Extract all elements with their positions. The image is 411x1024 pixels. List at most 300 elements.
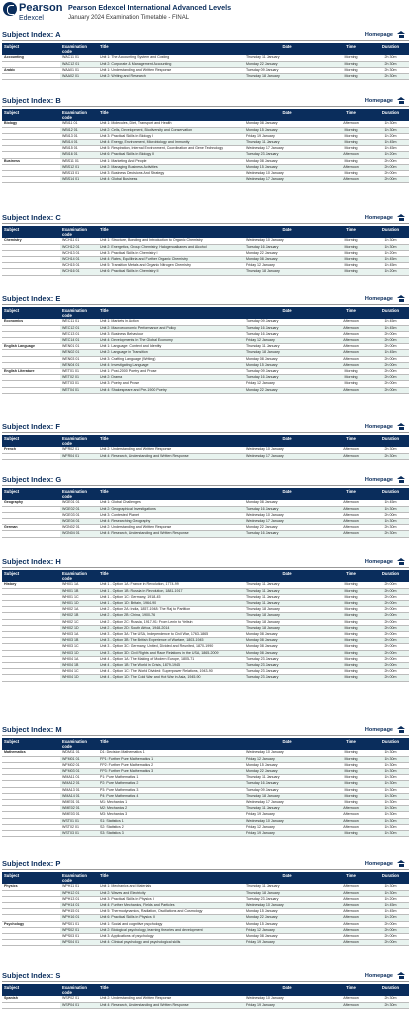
cell-code: WMA11 01 [60, 775, 98, 781]
column-header-duration: Duration [372, 435, 409, 447]
column-header-code: Examination code [60, 226, 98, 238]
cell-title: Unit 3: Practical Skills in Biology I [98, 133, 244, 139]
cell-code: WHI01 1A [60, 582, 98, 588]
home-icon[interactable] [397, 476, 405, 483]
cell-title: Unit 2 - Option 2A: India, 1857-1948: The Raj to Partition [98, 607, 244, 613]
column-header-title: Title [98, 984, 244, 996]
cell-title: Unit 4 - Option 1B: The World in Crisis, 1879-1945 [98, 662, 244, 668]
cell-time: Morning [330, 601, 372, 607]
column-header-duration: Duration [372, 738, 409, 750]
cell-title: Unit 1 - Option 1C: Germany, 1918-45 [98, 594, 244, 600]
cell-date: Wednesday 10 January [244, 818, 330, 824]
column-header-time: Time [330, 738, 372, 750]
homepage-label: Homepage [364, 97, 393, 104]
cell-duration: 1h 45m [372, 500, 409, 506]
cell-time: Afternoon [330, 512, 372, 518]
cell-duration: 2h 00m [372, 940, 409, 946]
cell-title: Unit 4: Further Mechanics, Fields and Particles [98, 903, 244, 909]
cell-duration: 1h 30m [372, 806, 409, 812]
cell-subject [2, 531, 60, 537]
cell-date: Friday 12 January [244, 756, 330, 762]
cell-date: Friday 19 January [244, 940, 330, 946]
cell-code: WBI14 01 [60, 140, 98, 146]
timetable [2, 226, 409, 276]
cell-time: Morning [330, 613, 372, 619]
pearson-logo-icon [3, 2, 17, 16]
cell-duration: 1h 20m [372, 915, 409, 921]
column-header-time: Time [330, 435, 372, 447]
cell-date: Tuesday 23 January [244, 669, 330, 675]
cell-code: WHI04 1B [60, 662, 98, 668]
cell-date: Monday 08 January [244, 638, 330, 644]
cell-time: Afternoon [330, 806, 372, 812]
cell-duration: 2h 00m [372, 656, 409, 662]
cell-time: Afternoon [330, 940, 372, 946]
cell-title: S1: Statistics 1 [98, 818, 244, 824]
cell-time: Afternoon [330, 818, 372, 824]
homepage-label: Homepage [364, 476, 393, 483]
cell-date: Tuesday 16 January [244, 781, 330, 787]
subject-section [2, 970, 409, 1009]
cell-title: S3: Statistics 3 [98, 830, 244, 836]
cell-code: WHI04 1D [60, 675, 98, 681]
cell-duration: 1h 45m [372, 319, 409, 325]
homepage-label: Homepage [364, 295, 393, 302]
cell-time: Morning [330, 756, 372, 762]
table-row [2, 830, 409, 836]
cell-date: Monday 15 January [244, 127, 330, 133]
cell-code: WEN04 01 [60, 362, 98, 368]
section-header [2, 858, 409, 870]
home-icon[interactable] [397, 97, 405, 104]
cell-duration: 1h 45m [372, 325, 409, 331]
cell-subject: French [2, 447, 60, 453]
table-header-row [2, 43, 409, 55]
column-header-code: Examination code [60, 738, 98, 750]
column-header-subject: Subject [2, 109, 60, 121]
cell-date: Tuesday 16 January [244, 325, 330, 331]
cell-title: Unit 3: Poetry and Prose [98, 381, 244, 387]
cell-code: WST02 01 [60, 824, 98, 830]
cell-duration: 2h 00m [372, 613, 409, 619]
cell-duration: 2h 00m [372, 607, 409, 613]
cell-title: FP2: Further Pure Mathematics 2 [98, 762, 244, 768]
homepage-link[interactable] [365, 423, 405, 430]
cell-date: Monday 22 January [244, 915, 330, 921]
page-header [0, 0, 411, 28]
section-title: Subject Index: F [2, 422, 60, 431]
cell-duration: 2h 00m [372, 594, 409, 600]
cell-date: Thursday 11 January [244, 594, 330, 600]
cell-duration: 1h 30m [372, 244, 409, 250]
cell-date: Wednesday 10 January [244, 512, 330, 518]
cell-date: Thursday 18 January [244, 890, 330, 896]
cell-time: Morning [330, 171, 372, 177]
cell-subject: English Language [2, 344, 60, 350]
cell-title: M1: Mechanics 1 [98, 800, 244, 806]
cell-title: P4: Pure Mathematics 4 [98, 793, 244, 799]
table-row [2, 531, 409, 537]
cell-duration: 2h 00m [372, 582, 409, 588]
cell-date: Friday 12 January [244, 338, 330, 344]
cell-duration: 2h 30m [372, 74, 409, 80]
column-header-date: Date [244, 109, 330, 121]
cell-duration: 2h 30m [372, 453, 409, 459]
homepage-link[interactable] [365, 860, 405, 867]
column-header-time: Time [330, 488, 372, 500]
timetable [2, 738, 409, 837]
cell-title: Unit 4: Shakespeare and Pre-1900 Poetry [98, 387, 244, 393]
cell-time: Afternoon [330, 500, 372, 506]
homepage-link[interactable] [365, 476, 405, 483]
cell-date: Monday 22 January [244, 61, 330, 67]
cell-subject: Chemistry [2, 238, 60, 244]
column-header-title: Title [98, 307, 244, 319]
subject-section [2, 421, 409, 460]
column-header-code: Examination code [60, 488, 98, 500]
cell-subject: Spanish [2, 996, 60, 1002]
cell-title: Unit 3: Practical Skills in Physics I [98, 896, 244, 902]
column-header-duration: Duration [372, 984, 409, 996]
cell-time: Morning [330, 644, 372, 650]
cell-subject [2, 1002, 60, 1008]
cell-title: Unit 4: Investigating Language [98, 362, 244, 368]
cell-time: Morning [330, 769, 372, 775]
cell-date: Friday 19 January [244, 830, 330, 836]
home-icon[interactable] [397, 860, 405, 867]
cell-title: Unit 1: Markets in Action [98, 319, 244, 325]
cell-date: Monday 08 January [244, 121, 330, 127]
homepage-link[interactable] [365, 31, 405, 38]
homepage-link[interactable] [365, 726, 405, 733]
column-header-date: Date [244, 984, 330, 996]
page-subtitle: January 2024 Examination Timetable - FINAL [68, 15, 190, 21]
cell-time: Morning [330, 381, 372, 387]
table-row [2, 1002, 409, 1008]
cell-code: WCH12 01 [60, 244, 98, 250]
cell-time: Morning [330, 238, 372, 244]
cell-duration: 2h 30m [372, 447, 409, 453]
cell-title: Unit 3: Crafting Language (Writing) [98, 356, 244, 362]
cell-title: Unit 6: Practical Skills in Physics II [98, 915, 244, 921]
cell-duration: 1h 30m [372, 506, 409, 512]
cell-date: Tuesday 23 January [244, 656, 330, 662]
column-header-title: Title [98, 226, 244, 238]
cell-duration: 1h 30m [372, 769, 409, 775]
cell-code: WPH11 01 [60, 884, 98, 890]
cell-time: Afternoon [330, 531, 372, 537]
cell-date: Thursday 18 January [244, 793, 330, 799]
cell-time: Morning [330, 787, 372, 793]
cell-title: Unit 4: Developments In The Global Economy [98, 338, 244, 344]
section-title: Subject Index: P [2, 859, 61, 868]
cell-code: WPS03 01 [60, 934, 98, 940]
cell-time: Morning [330, 369, 372, 375]
cell-date: Monday 08 January [244, 500, 330, 506]
cell-time: Afternoon [330, 525, 372, 531]
cell-date: Friday 12 January [244, 824, 330, 830]
cell-title: Unit 5: Transition Metals and Organic Nitrogen Chemistry [98, 263, 244, 269]
cell-time: Morning [330, 625, 372, 631]
cell-duration: 1h 30m [372, 884, 409, 890]
cell-date: Tuesday 16 January [244, 506, 330, 512]
cell-time: Afternoon [330, 356, 372, 362]
column-header-code: Examination code [60, 984, 98, 996]
cell-code: WDM11 01 [60, 750, 98, 756]
cell-title: Unit 4: Clinical psychology and psychological skills [98, 940, 244, 946]
table-header-row [2, 872, 409, 884]
cell-date: Wednesday 10 January [244, 171, 330, 177]
cell-title: Unit 1: Mechanics and Materials [98, 884, 244, 890]
cell-code: WBS12 01 [60, 164, 98, 170]
home-icon[interactable] [397, 972, 405, 979]
table-header-row [2, 738, 409, 750]
cell-time: Morning [330, 800, 372, 806]
cell-time: Morning [330, 263, 372, 269]
column-header-subject: Subject [2, 488, 60, 500]
cell-duration: 1h 20m [372, 133, 409, 139]
cell-duration: 1h 30m [372, 812, 409, 818]
cell-date: Wednesday 10 January [244, 903, 330, 909]
cell-date: Monday 08 January [244, 650, 330, 656]
cell-duration: 2h 00m [372, 387, 409, 393]
subject-section [2, 724, 409, 837]
column-header-code: Examination code [60, 570, 98, 582]
cell-title: Unit 4: Researching Geography [98, 519, 244, 525]
section-header [2, 970, 409, 982]
cell-code: WME02 01 [60, 806, 98, 812]
cell-subject: History [2, 582, 60, 588]
cell-title: Unit 3: Practical Skills in Chemistry I [98, 250, 244, 256]
column-header-date: Date [244, 738, 330, 750]
cell-title: Unit 2: Geographical Investigations [98, 506, 244, 512]
cell-duration: 2h 00m [372, 921, 409, 927]
cell-date: Tuesday 09 January [244, 319, 330, 325]
cell-time: Afternoon [330, 164, 372, 170]
cell-date: Thursday 18 January [244, 269, 330, 275]
cell-title: Unit 3 - Option 3C: Germany, United, Divided and Reunited, 1870-1990 [98, 644, 244, 650]
cell-subject [2, 830, 60, 836]
homepage-link[interactable] [365, 558, 405, 565]
cell-date: Monday 08 January [244, 934, 330, 940]
cell-subject [2, 177, 60, 183]
cell-duration: 1h 30m [372, 238, 409, 244]
cell-date: Wednesday 17 January [244, 177, 330, 183]
cell-title: Unit 2 - Option 2D: South Africa, 1948-2014 [98, 625, 244, 631]
table-header-row [2, 109, 409, 121]
cell-time: Morning [330, 140, 372, 146]
home-icon[interactable] [397, 295, 405, 302]
cell-title: Unit 4: Global Business [98, 177, 244, 183]
cell-time: Afternoon [330, 909, 372, 915]
cell-code: WMA14 01 [60, 793, 98, 799]
cell-title: Unit 2: Biological psychology, learning theories and development [98, 927, 244, 933]
cell-date: Thursday 11 January [244, 588, 330, 594]
column-header-code: Examination code [60, 872, 98, 884]
column-header-date: Date [244, 435, 330, 447]
cell-time: Afternoon [330, 387, 372, 393]
home-icon[interactable] [397, 214, 405, 221]
cell-time: Morning [330, 638, 372, 644]
cell-title: Unit 2: Understanding and Written Response [98, 525, 244, 531]
cell-duration: 2h 30m [372, 996, 409, 1002]
cell-time: Morning [330, 127, 372, 133]
cell-title: Unit 4: Rates, Equilibria and Further Organic Chemistry [98, 257, 244, 263]
cell-date: Monday 08 January [244, 158, 330, 164]
cell-date: Thursday 11 January [244, 775, 330, 781]
table-header-row [2, 226, 409, 238]
homepage-link[interactable] [365, 214, 405, 221]
cell-date: Thursday 11 January [244, 55, 330, 61]
cell-time: Morning [330, 607, 372, 613]
cell-date: Thursday 11 January [244, 601, 330, 607]
home-icon[interactable] [397, 558, 405, 565]
column-header-time: Time [330, 872, 372, 884]
cell-subject [2, 675, 60, 681]
cell-code: WPH12 01 [60, 890, 98, 896]
cell-date: Friday 12 January [244, 927, 330, 933]
home-icon[interactable] [397, 423, 405, 430]
home-icon[interactable] [397, 726, 405, 733]
cell-time: Morning [330, 656, 372, 662]
cell-date: Monday 08 January [244, 644, 330, 650]
cell-time: Morning [330, 244, 372, 250]
cell-code: WBI16 01 [60, 152, 98, 158]
cell-code: WCH13 01 [60, 250, 98, 256]
cell-time: Morning [330, 55, 372, 61]
cell-title: P1: Pure Mathematics 1 [98, 775, 244, 781]
cell-time: Morning [330, 269, 372, 275]
cell-title: Unit 1: Understanding and Written Response [98, 67, 244, 73]
homepage-link[interactable] [365, 295, 405, 302]
home-icon[interactable] [397, 31, 405, 38]
cell-title: Unit 1 - Option 1D: Britain, 1964-90 [98, 601, 244, 607]
column-header-subject: Subject [2, 226, 60, 238]
cell-title: Unit 4 - Option 1D: The Cold War and Hot War in Asia, 1945-90 [98, 675, 244, 681]
column-header-duration: Duration [372, 570, 409, 582]
section-header [2, 474, 409, 486]
section-header [2, 724, 409, 736]
cell-title: Unit 5: Thermodynamics, Radiation, Oscillations and Cosmology [98, 909, 244, 915]
cell-date: Thursday 18 January [244, 613, 330, 619]
cell-title: Unit 1: Molecules, Diet, Transport and Health [98, 121, 244, 127]
cell-title: Unit 4 - Option 1C: The World Divided: Superpower Relations, 1943-90 [98, 669, 244, 675]
cell-code: WFM03 01 [60, 769, 98, 775]
cell-code: WGE03 01 [60, 512, 98, 518]
cell-time: Afternoon [330, 152, 372, 158]
column-header-date: Date [244, 570, 330, 582]
homepage-label: Homepage [364, 972, 393, 979]
cell-duration: 2h 30m [372, 525, 409, 531]
cell-code: WGE01 01 [60, 500, 98, 506]
column-header-time: Time [330, 43, 372, 55]
cell-code: WHI03 1A [60, 632, 98, 638]
column-header-time: Time [330, 109, 372, 121]
section-title: Subject Index: H [2, 557, 61, 566]
column-header-date: Date [244, 307, 330, 319]
cell-time: Morning [330, 775, 372, 781]
cell-time: Morning [330, 61, 372, 67]
cell-time: Morning [330, 669, 372, 675]
cell-code: WHI04 1C [60, 669, 98, 675]
cell-title: Unit 3: Business Decisions And Strategy [98, 171, 244, 177]
cell-code: WCH14 01 [60, 257, 98, 263]
cell-date: Thursday 11 January [244, 806, 330, 812]
cell-time: Morning [330, 781, 372, 787]
cell-duration: 1h 30m [372, 800, 409, 806]
cell-code: WFM02 01 [60, 762, 98, 768]
cell-code: WBS11 01 [60, 158, 98, 164]
cell-date: Tuesday 23 January [244, 662, 330, 668]
column-header-time: Time [330, 226, 372, 238]
cell-title: Unit 3 - Option 3D: Civil Rights and Race Relations in the USA, 1865-2009 [98, 650, 244, 656]
cell-subject: English Literature [2, 369, 60, 375]
timetable [2, 435, 409, 460]
column-header-duration: Duration [372, 43, 409, 55]
cell-duration: 1h 30m [372, 793, 409, 799]
cell-title: Unit 2: Corporate & Management Accounting [98, 61, 244, 67]
cell-duration: 1h 20m [372, 896, 409, 902]
cell-duration: 1h 30m [372, 775, 409, 781]
subject-section [2, 474, 409, 538]
cell-time: Afternoon [330, 344, 372, 350]
column-header-subject: Subject [2, 307, 60, 319]
cell-duration: 1h 45m [372, 263, 409, 269]
cell-duration: 2h 00m [372, 171, 409, 177]
section-title: Subject Index: S [2, 971, 61, 980]
timetable [2, 984, 409, 1009]
column-header-title: Title [98, 488, 244, 500]
column-header-date: Date [244, 872, 330, 884]
cell-date: Wednesday 17 January [244, 800, 330, 806]
cell-duration: 1h 30m [372, 519, 409, 525]
column-header-duration: Duration [372, 307, 409, 319]
cell-duration: 1h 45m [372, 903, 409, 909]
cell-code: WET03 01 [60, 381, 98, 387]
section-header [2, 556, 409, 568]
cell-time: Morning [330, 750, 372, 756]
cell-code: WHI03 1B [60, 638, 98, 644]
subject-section [2, 212, 409, 276]
homepage-link[interactable] [365, 972, 405, 979]
cell-duration: 1h 45m [372, 146, 409, 152]
cell-duration: 1h 20m [372, 152, 409, 158]
cell-date: Wednesday 17 January [244, 453, 330, 459]
section-header [2, 293, 409, 305]
cell-title: Unit 4: Energy, Environment, Microbiology and Immunity [98, 140, 244, 146]
cell-title: Unit 4: Research, Understanding and Written Response [98, 453, 244, 459]
cell-time: Morning [330, 582, 372, 588]
homepage-link[interactable] [365, 97, 405, 104]
cell-code: WHI02 1C [60, 619, 98, 625]
cell-title: Unit 1: Marketing And People [98, 158, 244, 164]
cell-code: WMA13 01 [60, 787, 98, 793]
cell-date: Wednesday 17 January [244, 519, 330, 525]
column-header-duration: Duration [372, 109, 409, 121]
cell-title: Unit 2: Cells, Development, Biodiversity and Conservation [98, 127, 244, 133]
column-header-duration: Duration [372, 226, 409, 238]
cell-time: Morning [330, 588, 372, 594]
section-title: Subject Index: C [2, 213, 61, 222]
cell-date: Friday 19 January [244, 812, 330, 818]
cell-subject [2, 940, 60, 946]
cell-date: Tuesday 23 January [244, 896, 330, 902]
cell-time: Morning [330, 675, 372, 681]
cell-date: Wednesday 10 January [244, 447, 330, 453]
cell-time: Afternoon [330, 319, 372, 325]
cell-code: WBI12 01 [60, 127, 98, 133]
cell-duration: 2h 00m [372, 662, 409, 668]
